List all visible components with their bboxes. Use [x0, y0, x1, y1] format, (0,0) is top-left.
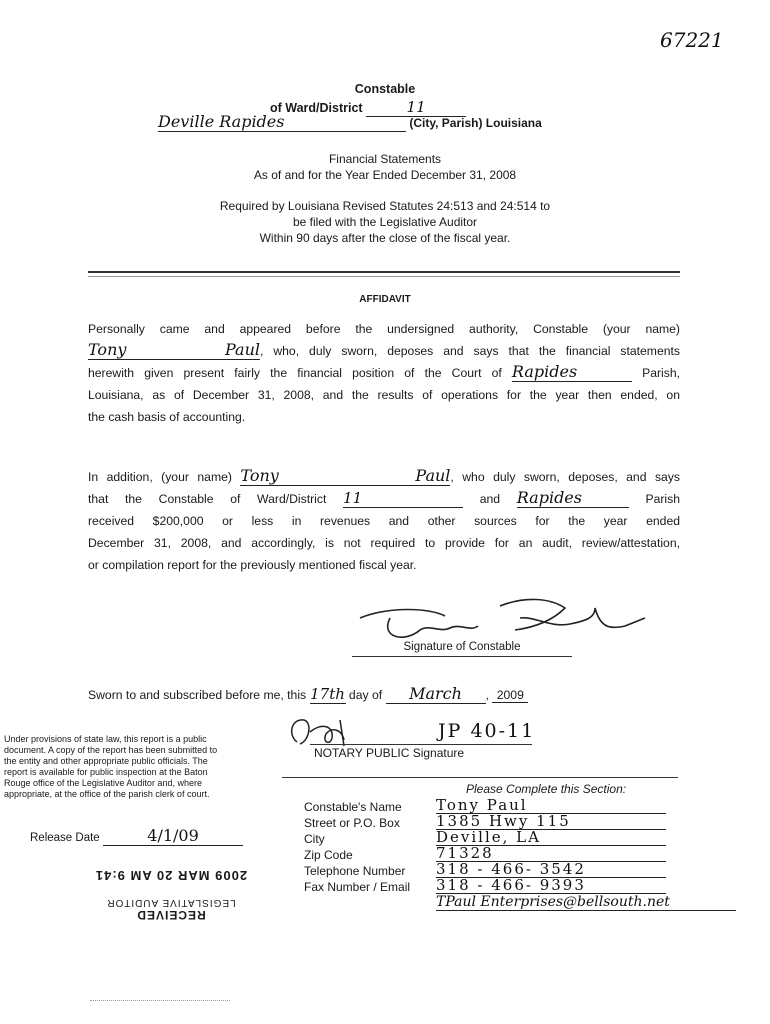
field-label-fax: Fax Number / Email [304, 880, 411, 894]
req-line1: Required by Louisiana Revised Statutes 24:513 and 24:514 to [219, 199, 551, 213]
city-value: Deville Rapides [158, 112, 406, 132]
p2-line3: received $200,000 or less in revenues and other sources for the year ended [88, 514, 680, 528]
section-heading: Please Complete this Section: [466, 782, 627, 796]
notary-line [310, 744, 532, 745]
header-divider [88, 271, 680, 273]
received-stamp [76, 868, 266, 922]
req-line3: Within 90 days after the close of the fiscal year. [259, 231, 511, 245]
req-line2: be filed with the Legislative Auditor [292, 215, 478, 229]
affidavit-paragraph-1 [88, 318, 680, 428]
p2-name: Tony Paul [240, 466, 451, 485]
p2-text-a: In addition, (your name) [88, 470, 232, 484]
disclaimer-line3: the entity and other appropriate public officials. The [4, 756, 208, 766]
field-label-city: City [304, 832, 325, 846]
city-line [158, 112, 598, 132]
p2-and: and [479, 492, 501, 506]
p1-text-c: herewith given present fairly the financial position of the Court of [88, 366, 502, 380]
p2-line1 [88, 466, 680, 488]
field-value-zip: 71328 [436, 846, 666, 862]
sworn-month: March [386, 684, 486, 704]
p1-line2 [88, 340, 680, 362]
constable-signature-label: Signature of Constable [403, 641, 521, 653]
sworn-line: Sworn to and subscribed before me, this 17th day of March , 2009 [88, 684, 688, 704]
affidavit-paragraph-2 [88, 466, 680, 576]
p2-text-b: , who duly sworn, deposes, and says [450, 470, 681, 484]
p2-ward: 11 [343, 489, 463, 508]
field-label-name: Constable's Name [304, 800, 402, 814]
fs-line2: As of and for the Year Ended December 31, 2008 [253, 168, 517, 182]
public-disclaimer [4, 734, 284, 800]
release-date-row [30, 826, 260, 846]
sworn-text-b: day of [348, 688, 383, 702]
p1-text-b: , who, duly sworn, deposes and says that the financial statements [260, 344, 680, 358]
sworn-text-a: Sworn to and subscribed before me, this [88, 688, 307, 702]
disclaimer-line6: appropriate, at the office of the parish clerk of court. [4, 789, 210, 799]
p1-name: Tony Paul [88, 340, 260, 359]
field-value-fax: 318 - 466- 9393 [436, 878, 666, 894]
p2-line5: or compilation report for the previously mentioned fiscal year. [88, 558, 417, 572]
ward-value: 11 [366, 98, 466, 117]
fs-line1: Financial Statements [328, 152, 442, 166]
city-label: (City, Parish) Louisiana [409, 116, 542, 130]
p2-text-d: Parish [645, 492, 680, 506]
footer-marks [90, 1000, 230, 1001]
field-row-city [304, 830, 724, 846]
notary-label: NOTARY PUBLIC Signature [314, 746, 465, 760]
sworn-day: 17th [310, 685, 345, 703]
ward-label: of Ward/District [270, 101, 363, 115]
p2-parish: Rapides [517, 489, 629, 508]
disclaimer-line4: report is available for public inspection at the Baton [4, 767, 208, 777]
p1-parish: Rapides [512, 363, 632, 382]
disclaimer-divider [282, 777, 678, 778]
p1-line4: Louisiana, as of December 31, 2008, and the results of operations for the year then ended, on [88, 388, 680, 402]
field-label-street: Street or P.O. Box [304, 816, 400, 830]
field-label-zip: Zip Code [304, 848, 353, 862]
p2-line2 [88, 488, 680, 510]
notary-id: JP 40-11 [438, 720, 536, 742]
field-value-phone: 318 - 466- 3542 [436, 862, 666, 878]
p1-line5: the cash basis of accounting. [88, 410, 246, 424]
p2-line4: December 31, 2008, and accordingly, is not required to provide for an audit, review/attestation, [88, 536, 680, 550]
field-row-email [304, 894, 724, 912]
stamp-date: 2009 MAR 20 AM 9:41 [94, 868, 248, 883]
constable-signature-text [1, 1, 5, 2]
p1-line3 [88, 362, 680, 384]
field-row-fax [304, 878, 724, 894]
contact-section [304, 798, 724, 912]
release-date-label: Release Date [30, 832, 100, 844]
p2-text-c: that the Constable of Ward/District [88, 492, 327, 506]
title: Constable [354, 82, 416, 96]
disclaimer-line2: document. A copy of the report has been submitted to [4, 745, 218, 755]
p1-text-d: Parish, [642, 366, 681, 380]
field-value-name: Tony Paul [436, 798, 666, 814]
header-divider-thin [88, 276, 680, 277]
stamp-office: LEGISLATIVE AUDITOR [106, 897, 236, 908]
notary-signature-text [1, 4, 3, 5]
field-value-email: TPaul Enterprises@bellsouth.net [436, 894, 736, 911]
stamp-received: RECEIVED [136, 908, 206, 922]
field-value-city: Deville, LA [436, 830, 666, 846]
field-value-street: 1385 Hwy 115 [436, 814, 666, 830]
constable-signature-line [352, 656, 572, 657]
field-label-phone: Telephone Number [304, 864, 406, 878]
document-number: 67221 [660, 28, 724, 52]
sworn-year: 2009 [492, 688, 528, 703]
disclaimer-line5: Rouge office of the Legislative Auditor and, where [4, 778, 202, 788]
p1-line1: Personally came and appeared before the undersigned authority, Constable (your name) [88, 322, 680, 336]
release-date-value: 4/1/09 [103, 826, 243, 846]
affidavit-heading: AFFIDAVIT [359, 294, 411, 305]
disclaimer-line1: Under provisions of state law, this report is a public [4, 734, 207, 744]
